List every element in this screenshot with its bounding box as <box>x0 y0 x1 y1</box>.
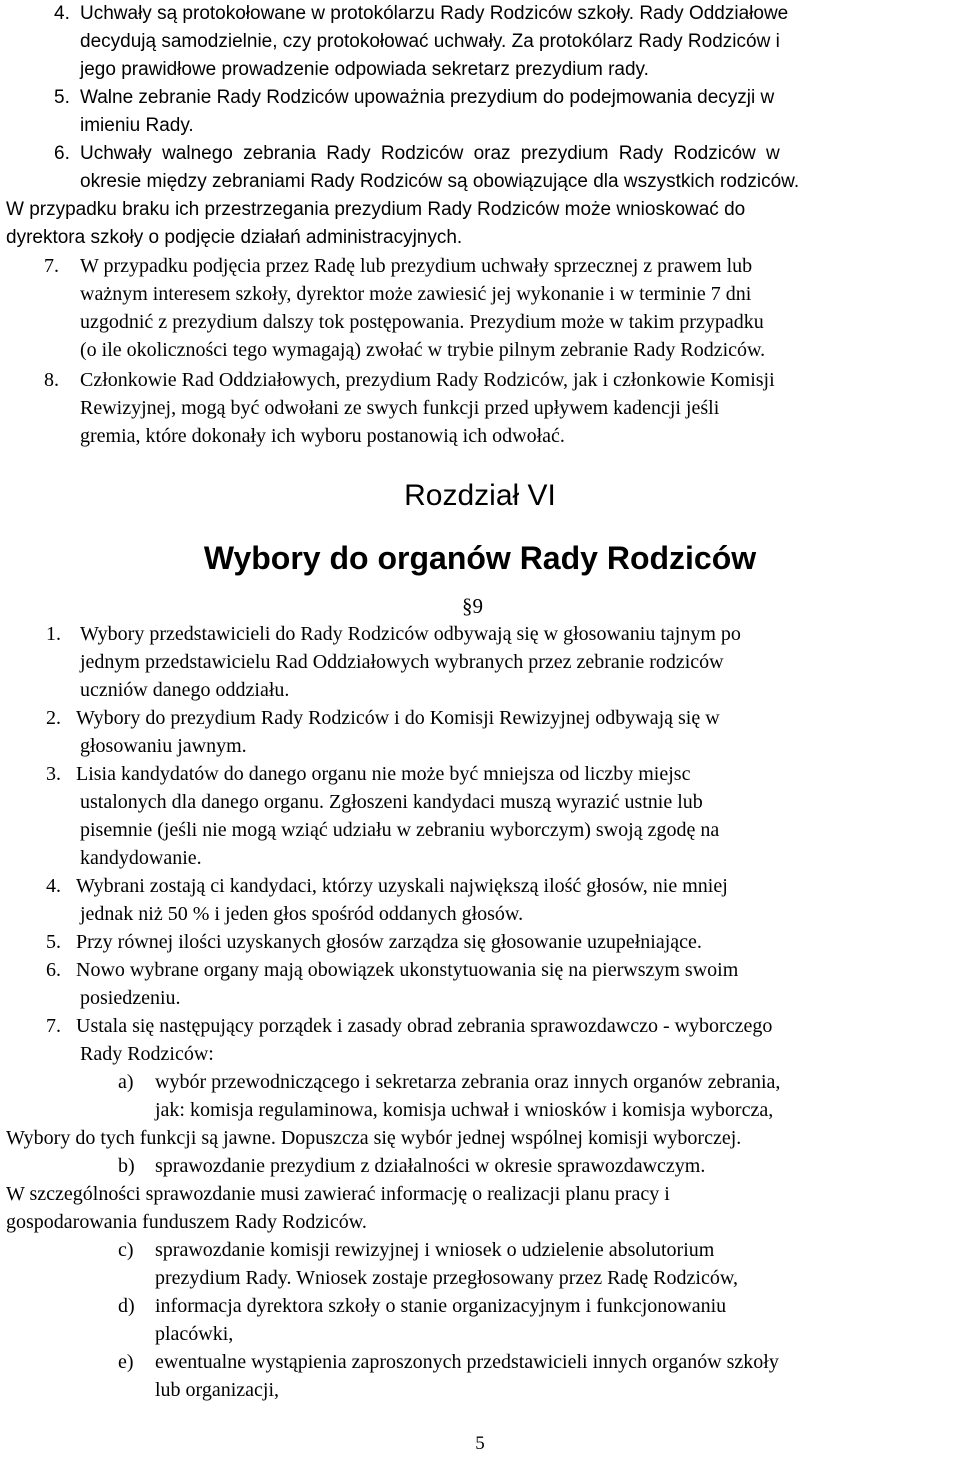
sub-b-line-1: sprawozdanie prezydium z działalności w okresie sprawozdawczym. <box>155 1155 706 1177</box>
list-7-number: 7. <box>46 1015 61 1037</box>
item-7-line-1: W przypadku podjęcia przez Radę lub prezydium uchwały sprzecznej z prawem lub <box>80 255 753 277</box>
item-7-line-4: (o ile okoliczności tego wymagają) zwołać w trybie pilnym zebranie Rady Rodziców. <box>80 339 766 361</box>
item-8-line-2: Rewizyjnej, mogą być odwołani ze swych funkcji przed upływem kadencji jeśli <box>80 397 720 419</box>
sub-d-line-2: placówki, <box>155 1323 234 1345</box>
sub-b-letter: b) <box>118 1155 135 1177</box>
list-6-number: 6. <box>46 959 61 981</box>
chapter-title: Wybory do organów Rady Rodziców <box>203 540 757 576</box>
item-6-cont-1: W przypadku braku ich przestrzegania prezydium Rady Rodziców może wnioskować do <box>6 199 746 220</box>
list-4-line-2: jednak niż 50 % i jeden głos spośród oddanych głosów. <box>80 903 524 925</box>
item-7-line-3: uzgodnić z prezydium dalszy tok postępowania. Prezydium może w takim przypadku <box>80 311 764 333</box>
list-3-line-4: kandydowanie. <box>80 847 202 869</box>
item-7-number: 7. <box>44 255 59 277</box>
item-6-cont-2: dyrektora szkoły o podjęcie działań administracyjnych. <box>6 227 463 248</box>
list-7-line-1: Ustala się następujący porządek i zasady obrad zebrania sprawozdawczo - wyborczego <box>76 1015 773 1037</box>
sub-c-line-2: prezydium Rady. Wniosek zostaje przegłosowany przez Radę Rodziców, <box>155 1267 738 1289</box>
item-6-line-2: okresie między zebraniami Rady Rodziców są obowiązujące dla wszystkich rodziców. <box>80 171 800 192</box>
list-1-line-1: Wybory przedstawicieli do Rady Rodziców odbywają się w głosowaniu tajnym po <box>80 623 741 645</box>
paragraph-number: 9 <box>472 594 483 618</box>
item-5-number: 5. <box>54 87 70 108</box>
sub-a-letter: a) <box>118 1071 134 1093</box>
sub-a-line-2: jak: komisja regulaminowa, komisja uchwał i wniosków i komisja wyborcza, <box>155 1099 774 1121</box>
list-6-line-1: Nowo wybrane organy mają obowiązek ukonstytuowania się na pierwszym swoim <box>76 959 739 981</box>
sub-c-letter: c) <box>118 1239 134 1261</box>
list-4-number: 4. <box>46 875 61 897</box>
item-5-line-1: Walne zebranie Rady Rodziców upoważnia prezydium do podejmowania decyzji w <box>80 87 775 108</box>
list-3-number: 3. <box>46 763 61 785</box>
sub-e-letter: e) <box>118 1351 134 1373</box>
section-sign-symbol: § <box>462 594 473 618</box>
list-5-line-1: Przy równej ilości uzyskanych głosów zarządza się głosowanie uzupełniające. <box>76 931 702 953</box>
list-6-line-2: posiedzeniu. <box>80 987 181 1009</box>
list-4-line-1: Wybrani zostają ci kandydaci, którzy uzyskali największą ilość głosów, nie mniej <box>76 875 728 897</box>
list-1-number: 1. <box>46 623 61 645</box>
list-1-line-3: uczniów danego oddziału. <box>80 679 290 701</box>
list-5-number: 5. <box>46 931 61 953</box>
sub-e-line-2: lub organizacji, <box>155 1379 280 1401</box>
list-2-number: 2. <box>46 707 61 729</box>
list-3-line-1: Lisia kandydatów do danego organu nie może być mniejsza od liczby miejsc <box>76 763 691 785</box>
sub-c-line-1: sprawozdanie komisji rewizyjnej i wniosek o udzielenie absolutorium <box>155 1239 715 1261</box>
list-2-line-2: głosowaniu jawnym. <box>80 735 247 757</box>
sub-a-cont: Wybory do tych funkcji są jawne. Dopuszcza się wybór jednej wspólnej komisji wyborczej. <box>6 1127 742 1149</box>
item-7-line-2: ważnym interesem szkoły, dyrektor może zawiesić jej wykonanie i w terminie 7 dni <box>80 283 752 305</box>
sub-b-cont-1: W szczególności sprawozdanie musi zawierać informację o realizacji planu pracy i <box>6 1183 670 1205</box>
item-8-line-3: gremia, które dokonały ich wyboru postanowią ich odwołać. <box>80 425 565 447</box>
item-4-line-1: Uchwały są protokołowane w protokólarzu Rady Rodziców szkoły. Rady Oddziałowe <box>80 3 789 24</box>
item-4-line-3: jego prawidłowe prowadzenie odpowiada sekretarz prezydium rady. <box>80 59 649 80</box>
list-7-line-2: Rady Rodziców: <box>80 1043 214 1065</box>
sub-b-cont-2: gospodarowania funduszem Rady Rodziców. <box>6 1211 367 1233</box>
list-3-line-3: pisemnie (jeśli nie mogą wziąć udziału w zebraniu wyborczym) swoją zgodę na <box>80 819 720 841</box>
item-6-line-1: Uchwały walnego zebrania Rady Rodziców oraz prezydium Rady Rodziców w <box>80 143 780 164</box>
item-6-number: 6. <box>54 143 70 164</box>
paragraph-sign <box>462 592 483 620</box>
item-8-number: 8. <box>44 369 59 391</box>
chapter-heading: Rozdział VI <box>404 479 556 512</box>
sub-d-line-1: informacja dyrektora szkoły o stanie organizacyjnym i funkcjonowaniu <box>155 1295 727 1317</box>
sub-d-letter: d) <box>118 1295 135 1317</box>
item-4-number: 4. <box>54 3 70 24</box>
sub-e-line-1: ewentualne wystąpienia zaproszonych przedstawicieli innych organów szkoły <box>155 1351 779 1373</box>
list-2-line-1: Wybory do prezydium Rady Rodziców i do Komisji Rewizyjnej odbywają się w <box>76 707 720 729</box>
list-3-line-2: ustalonych dla danego organu. Zgłoszeni kandydaci muszą wyrazić ustnie lub <box>80 791 703 813</box>
item-5-line-2: imieniu Rady. <box>80 115 194 136</box>
list-1-line-2: jednym przedstawicielu Rad Oddziałowych wybranych przez zebranie rodziców <box>80 651 724 673</box>
sub-a-line-1: wybór przewodniczącego i sekretarza zebrania oraz innych organów zebrania, <box>155 1071 781 1093</box>
page-number: 5 <box>475 1433 485 1454</box>
item-8-line-1: Członkowie Rad Oddziałowych, prezydium Rady Rodziców, jak i członkowie Komisji <box>80 369 775 391</box>
item-4-line-2: decydują samodzielnie, czy protokołować uchwały. Za protokólarz Rady Rodziców i <box>80 31 780 52</box>
